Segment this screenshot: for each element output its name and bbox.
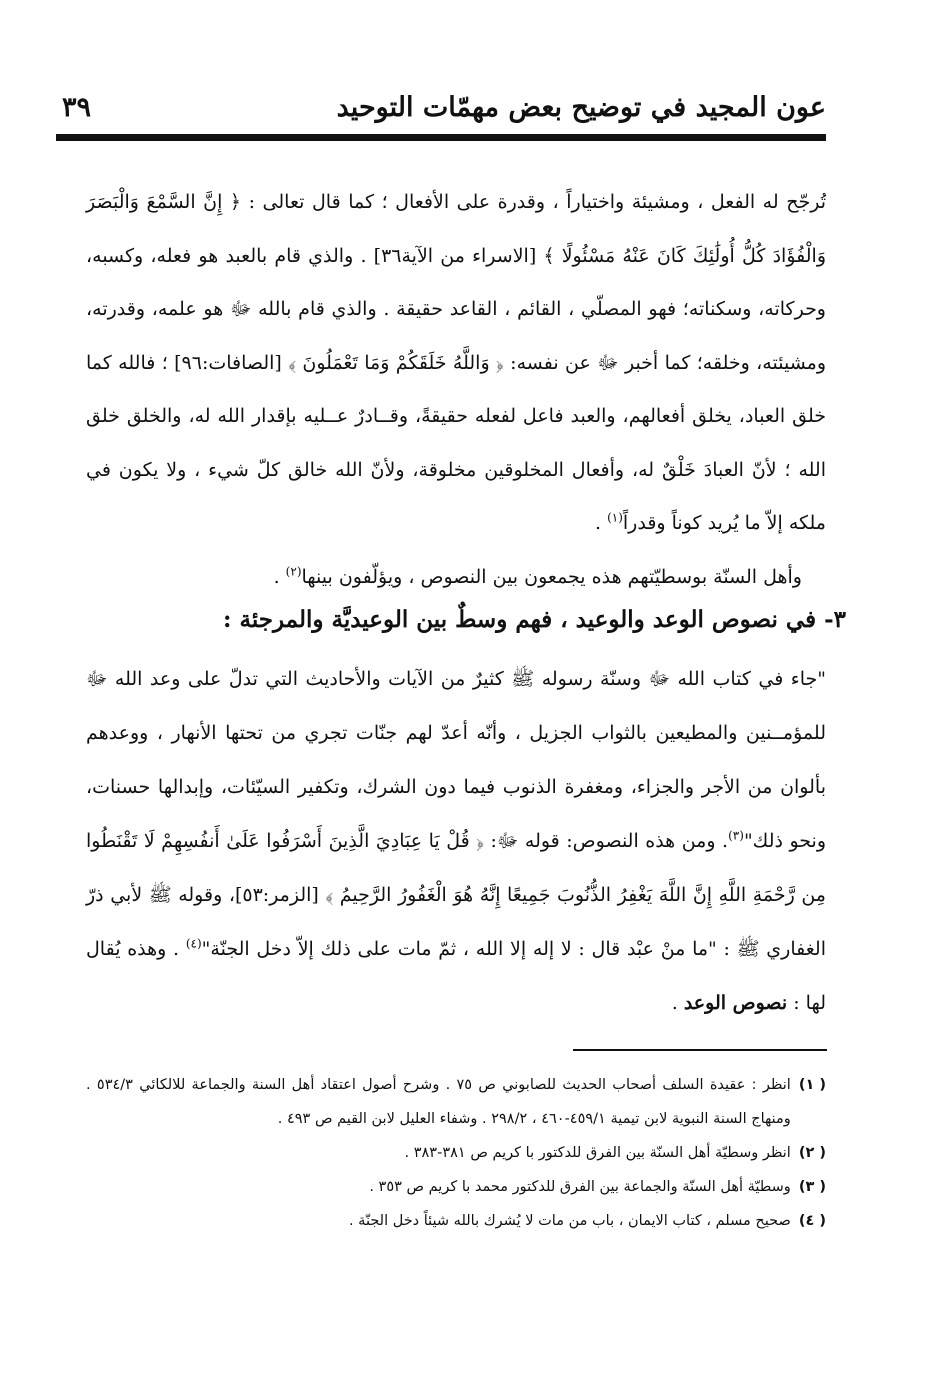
paragraph-1-end: . — [594, 512, 608, 534]
footnote-rule — [573, 1049, 827, 1051]
section-heading: ٣- في نصوص الوعد والوعيد ، فهم وسطٌ بين الوعيديَّة والمرجئة : — [223, 606, 846, 633]
footnote-3 — [86, 1170, 826, 1204]
body-text — [86, 176, 826, 604]
paragraph-2-text: وأهل السنّة بوسطيّتهم هذه يجمعون بين النصوص ، ويؤلّفون بينها — [301, 565, 802, 588]
footnote-number: ( ٤) — [798, 1213, 826, 1229]
footnote-text: صحيح مسلم ، كتاب الايمان ، باب من مات لا يُشرك بالله شيئاً دخل الجنّة . — [348, 1213, 791, 1229]
note-ref-2: (٢) — [285, 564, 302, 579]
running-title: عون المجيد في توضيح بعض مهمّات التوحيد — [336, 92, 826, 123]
footnote-number: ( ١) — [798, 1077, 826, 1093]
footnote-4 — [86, 1204, 826, 1238]
section-text-1: "جاء في كتاب الله ﷻ وسنّة رسوله ﷺ كثيرٌ من الآيات والأحاديث التي تدلّ على وعد الله ﷻ للمؤمــنين والمطيعين بالثواب الجزيل ، وأنّه أعدّ لهم جنّات تجري من تحتها الأنهار ، ووعدهم بألوان من الأجر والجزاء، ومغفرة الذنوب فيما دون الشرك، وتكفير السيّئات، وإبدالها حسنات، ونحو ذلك" — [86, 668, 826, 852]
paragraph-1 — [86, 176, 826, 551]
footnote-text: وسطيّة أهل السنّة والجماعة بين الفرق للدكتور محمد با كريم ص ٣٥٣ . — [369, 1179, 791, 1195]
footnotes — [86, 1068, 826, 1238]
footnote-number: ( ٣) — [798, 1179, 826, 1195]
paragraph-2 — [86, 551, 826, 605]
footnote-text: انظر وسطيّة أهل السنّة بين الفرق للدكتور با كريم ص ٣٨١-٣٨٣ . — [404, 1145, 791, 1161]
header-rule — [56, 134, 826, 141]
section-body — [86, 652, 826, 1030]
section-paragraph — [86, 652, 826, 1030]
footnote-2 — [86, 1136, 826, 1170]
page-header — [56, 92, 826, 132]
section-end: . — [671, 992, 684, 1014]
footnote-number: ( ٢) — [798, 1145, 826, 1161]
section-text-3: . وهذه يُقال لها : — [86, 938, 826, 1014]
note-ref-3: (٣) — [728, 828, 744, 843]
paragraph-1-text: تُرجّح له الفعل ، ومشيئة واختياراً ، وقدرة على الأفعال ؛ كما قال تعالى : ﴿ إِنَّ السَّمْعَ وَالْبَصَرَ وَالْفُؤَادَ كُلُّ أُولَٰئِكَ كَانَ عَنْهُ مَسْئُولًا ﴾ [الاسراء من الآية٣٦] . والذي قام بالعبد هو فعله، وكسبه، وحركاته، وسكناته؛ فهو المصلّي ، القائم ، القاعد حقيقة . والذي قام بالله ﷻ هو علمه، وقدرته، ومشيئته، وخلقه؛ كما أخبر ﷻ عن نفسه: ﴿ وَاللَّهُ خَلَقَكُمْ وَمَا تَعْمَلُونَ ﴾ [الصافات:٩٦] ؛ فالله كما خلق العباد، يخلق أفعالهم، والعبد فاعل لفعله حقيقةً، وقــادرٌ عــليه بإقدار الله له، والخلق خلق الله ؛ لأنّ العبادَ خَلْقٌ له، وأفعال المخلوقين مخلوقة، ولأنّ الله خالق كلّ شيء ، ولا يكون في ملكه إلاّ ما يُريد كوناً وقدراً — [86, 191, 826, 534]
bold-term: نصوص الوعد — [683, 992, 788, 1014]
footnote-text: انظر : عقيدة السلف أصحاب الحديث للصابوني ص ٧٥ . وشرح أصول اعتقاد أهل السنة والجماعة للالكائي ٥٣٤/٣ . ومنهاج السنة النبوية لابن تيمية ٤٥٩/١-٤٦٠ ، ٢٩٨/٢ . وشفاء العليل لابن القيم ص ٤٩٣ . — [86, 1077, 791, 1127]
note-ref-1: (١) — [607, 510, 623, 525]
page-number: ٣٩ — [62, 92, 92, 123]
section-text-2: . ومن هذه النصوص: قوله ﷻ: ﴿ قُلْ يَا عِبَادِيَ الَّذِينَ أَسْرَفُوا عَلَىٰ أَنفُسِهِمْ لَا تَقْنَطُوا مِن رَّحْمَةِ اللَّهِ إِنَّ اللَّهَ يَغْفِرُ الذُّنُوبَ جَمِيعًا إِنَّهُ هُوَ الْغَفُورُ الرَّحِيمُ ﴾ [الزمر:٥٣]، وقوله ﷺ لأبي ذرّ الغفاري ﷺ : "ما منْ عبْد قال : لا إله إلا الله ، ثمّ مات على ذلك إلاّ دخل الجنّة" — [86, 830, 826, 960]
footnote-1 — [86, 1068, 826, 1136]
paragraph-2-end: . — [273, 565, 286, 588]
note-ref-4: (٤) — [185, 936, 202, 951]
